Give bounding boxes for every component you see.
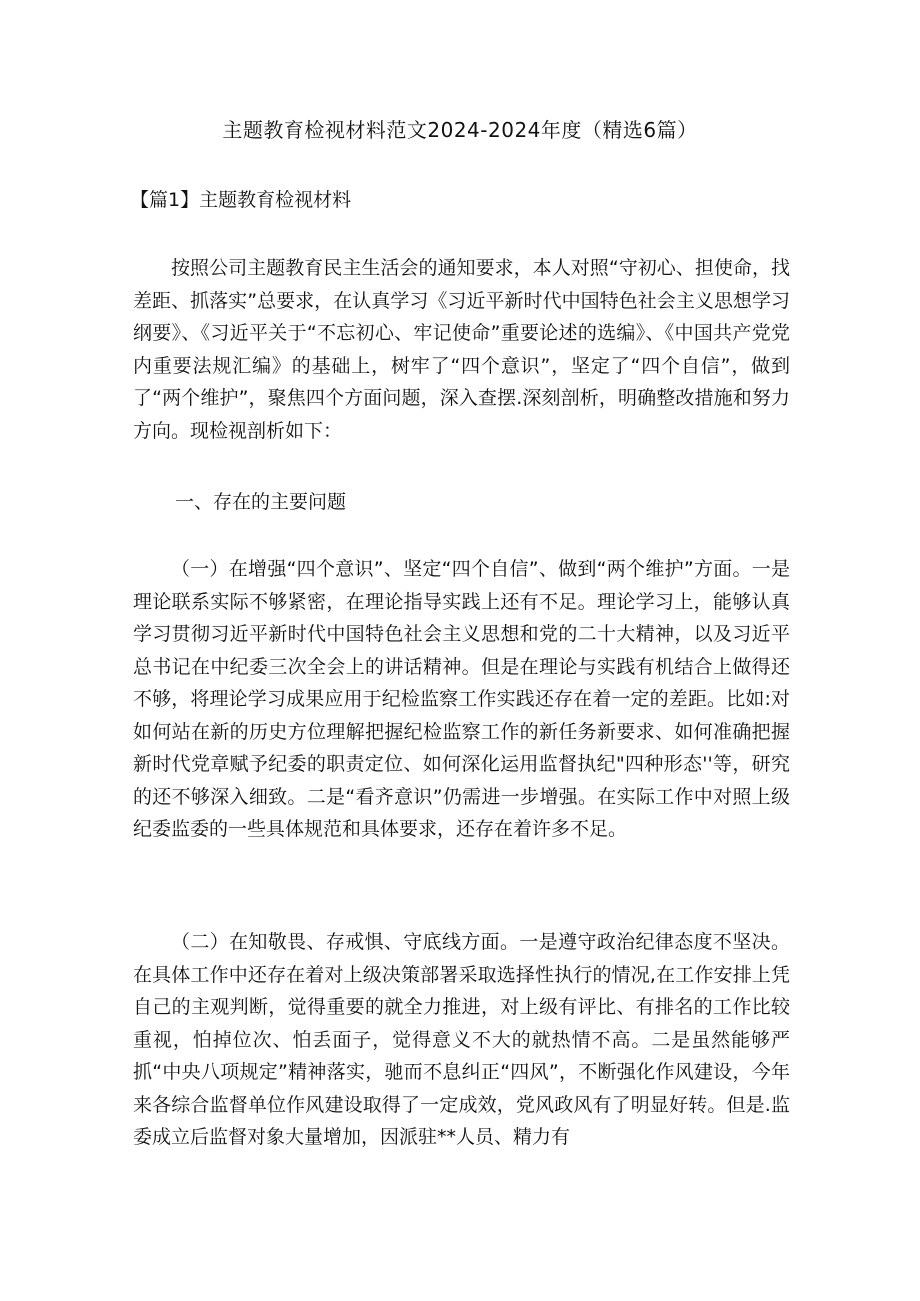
problem-item-1-paragraph: （一）在增强“四个意识”、坚定“四个自信”、做到“两个维护”方面。一是理论联系实际不够紧密，在理论指导实践上还有不足。理论学习上，能够认真学习贯彻习近平新时代中国特色社会主义思想和党的二十大精神，以及习近平总书记在中纪委三次全会上的讲话精神。但是在理论与实践有机结合上做得还不够，将理论学习成果应用于纪检监察工作实践还存在着一定的差距。比如:对如何站在新的历史方位理解把握纪检监察工作的新任务新要求、如何准确把握新时代党章赋予纪委的职责定位、如何深化运用监督执纪"四种形态''等，研究的还不够深入细致。二是“看齐意识”仍需进一步增强。在实际工作中对照上级纪委监委的一些具体规范和具体要求，还存在着许多不足。 — [133, 558, 790, 840]
problem-item-2-paragraph: （二）在知敬畏、存戒惧、守底线方面。一是遵守政治纪律态度不坚决。在具体工作中还存在着对上级决策部署采取选择性执行的情况,在工作安排上凭自己的主观判断，觉得重要的就全力推进，对上级有评比、有排名的工作比较重视，怕掉位次、怕丢面子，觉得意义不大的就热情不高。二是虽然能够严抓“中央八项规定”精神落实，驰而不息纠正“四风”，不断强化作风建设，今年来各综合监督单位作风建设取得了一定成效，党风政风有了明显好转。但是.监委成立后监督对象大量增加，因派驻**人员、精力有 — [133, 931, 790, 1148]
intro-paragraph: 按照公司主题教育民主生活会的通知要求，本人对照“守初心、担使命，找差距、抓落实”总要求，在认真学习《习近平新时代中国特色社会主义思想学习纲要》、《习近平关于“不忘初心、牢记使命”重要论述的选编》、《中国共产党党内重要法规汇编》的基础上，树牢了“四个意识”，坚定了“四个自信”，做到了“两个维护”，聚焦四个方面问题，深入查摆.深刻剖析，明确整改措施和努力方向。现检视剖析如下： — [133, 257, 790, 442]
section-heading: 【篇1】主题教育检视材料 — [130, 189, 352, 211]
problems-heading: 一、存在的主要问题 — [175, 491, 347, 513]
document-title: 主题教育检视材料范文2024-2024年度（精选6篇） — [222, 118, 698, 142]
